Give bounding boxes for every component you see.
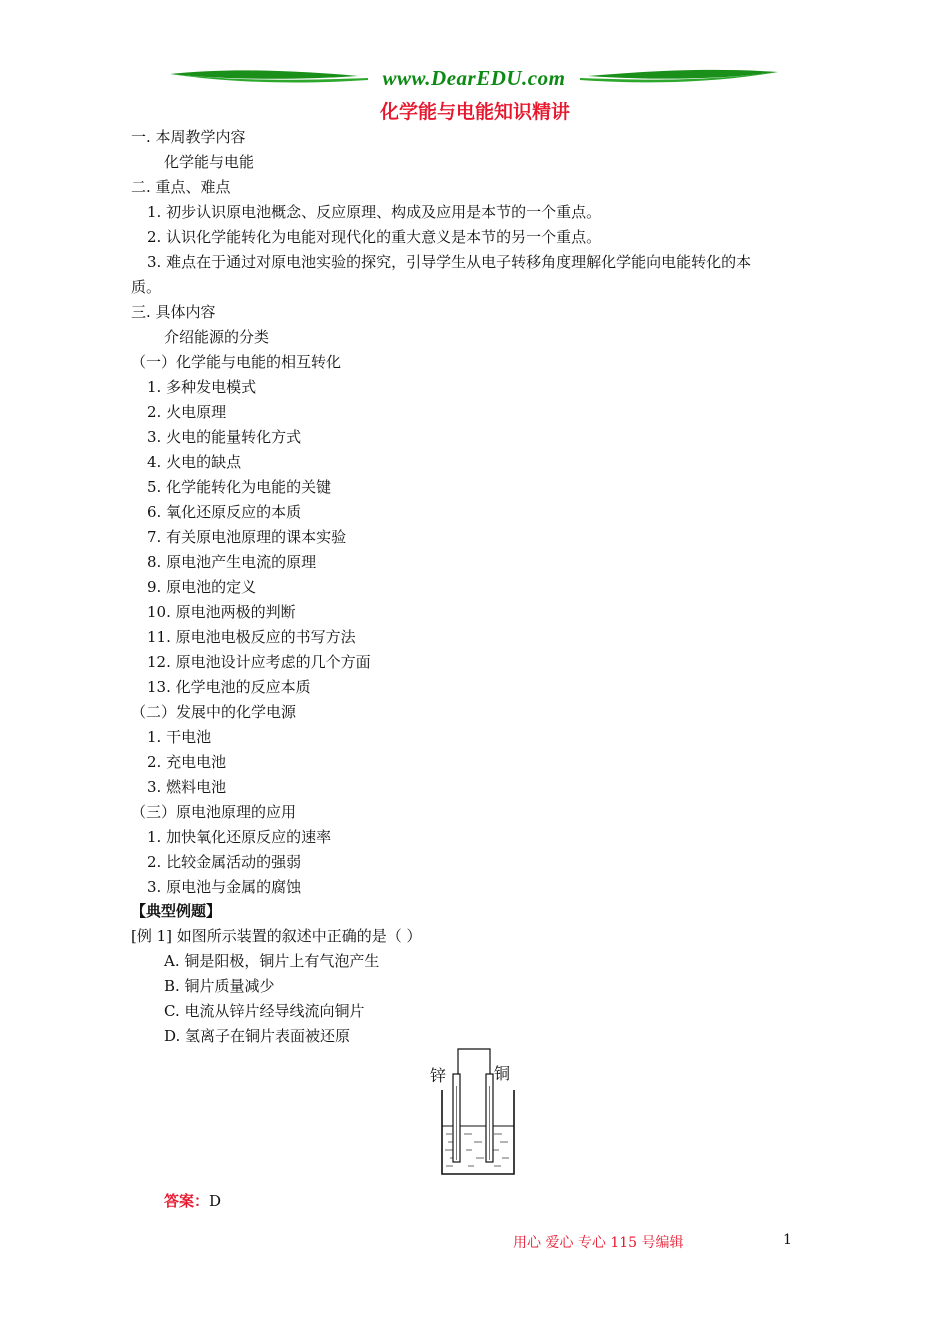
examples-heading: 【典型例题】 bbox=[131, 902, 222, 920]
list-item: 12. 原电池设计应考虑的几个方面 bbox=[147, 653, 371, 671]
zinc-electrode-label: 锌 bbox=[430, 1066, 447, 1085]
list-item: 3. 难点在于通过对原电池实验的探究，引导学生从电子转移角度理解化学能向电能转化的本 bbox=[147, 253, 752, 271]
content-line: 质。 bbox=[131, 278, 162, 296]
answer-line bbox=[164, 1191, 221, 1211]
list-item: 13. 化学电池的反应本质 bbox=[147, 678, 311, 696]
answer-label: 答案： bbox=[164, 1192, 210, 1210]
subsection-heading: （三）原电池原理的应用 bbox=[131, 803, 297, 821]
section-heading-1: 一. 本周教学内容 bbox=[131, 128, 246, 146]
site-banner bbox=[168, 62, 780, 96]
list-item: 2. 认识化学能转化为电能对现代化的重大意义是本节的另一个重点。 bbox=[147, 228, 602, 246]
section-heading-3: 三. 具体内容 bbox=[131, 303, 216, 321]
list-item: 11. 原电池电极反应的书写方法 bbox=[147, 628, 356, 646]
option-c: C. 电流从锌片经导线流向铜片 bbox=[164, 1002, 365, 1020]
list-item: 4. 火电的缺点 bbox=[147, 453, 242, 471]
content-line: 介绍能源的分类 bbox=[164, 328, 270, 346]
list-item: 1. 初步认识原电池概念、反应原理、构成及应用是本节的一个重点。 bbox=[147, 203, 602, 221]
copper-electrode-label: 铜 bbox=[494, 1064, 511, 1083]
subsection-heading: （一）化学能与电能的相互转化 bbox=[131, 353, 342, 371]
list-item: 2. 充电电池 bbox=[147, 753, 227, 771]
list-item: 8. 原电池产生电流的原理 bbox=[147, 553, 317, 571]
list-item: 3. 燃料电池 bbox=[147, 778, 227, 796]
answer-value: D bbox=[209, 1192, 222, 1210]
list-item: 3. 火电的能量转化方式 bbox=[147, 428, 302, 446]
subsection-heading: （二）发展中的化学电源 bbox=[131, 703, 297, 721]
list-item: 1. 加快氧化还原反应的速率 bbox=[147, 828, 332, 846]
page-footer: 用心 爱心 专心 115 号编辑 bbox=[513, 1235, 684, 1251]
list-item: 1. 干电池 bbox=[147, 728, 212, 746]
list-item: 3. 原电池与金属的腐蚀 bbox=[147, 878, 302, 896]
list-item: 1. 多种发电模式 bbox=[147, 378, 257, 396]
content-line: 化学能与电能 bbox=[164, 153, 255, 171]
galvanic-cell-figure bbox=[428, 1046, 528, 1178]
option-a: A. 铜是阳极，铜片上有气泡产生 bbox=[164, 952, 380, 970]
list-item: 7. 有关原电池原理的课本实验 bbox=[147, 528, 347, 546]
list-item: 6. 氧化还原反应的本质 bbox=[147, 503, 302, 521]
site-name: www.DearEDU.com bbox=[382, 66, 566, 90]
page-number: 1 bbox=[783, 1232, 792, 1248]
document-title: 化学能与电能知识精讲 bbox=[379, 101, 570, 123]
option-b: B. 铜片质量减少 bbox=[164, 977, 275, 995]
list-item: 2. 比较金属活动的强弱 bbox=[147, 853, 302, 871]
list-item: 9. 原电池的定义 bbox=[147, 578, 257, 596]
example-question: [例 1] 如图所示装置的叙述中正确的是（ ） bbox=[131, 927, 422, 945]
section-heading-2: 二. 重点、难点 bbox=[131, 178, 231, 196]
list-item: 10. 原电池两极的判断 bbox=[147, 603, 296, 621]
option-d: D. 氢离子在铜片表面被还原 bbox=[164, 1027, 351, 1045]
list-item: 5. 化学能转化为电能的关键 bbox=[147, 478, 332, 496]
list-item: 2. 火电原理 bbox=[147, 403, 227, 421]
